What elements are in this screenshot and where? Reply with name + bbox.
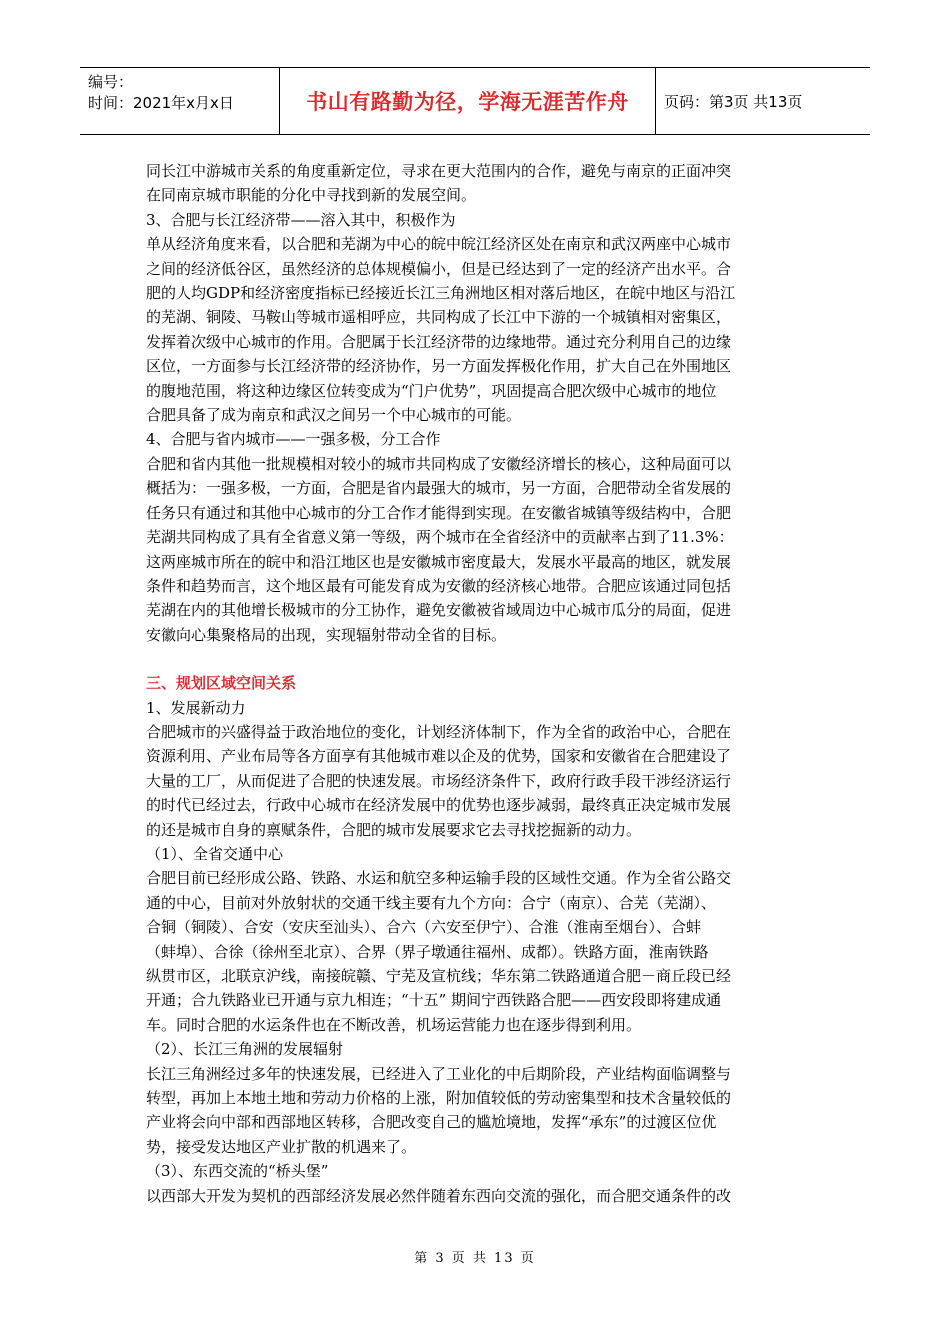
body-line: 以西部大开发为契机的西部经济发展必然伴随着东西向交流的强化，而合肥交通条件的改 [146,1186,732,1205]
header-motto: 书山有路勤为径，学海无涯苦作舟 [280,68,656,134]
body-line: 任务只有通过和其他中心城市的分工合作才能得到实现。在安徽省城镇等级结构中，合肥 [146,503,732,522]
body-line: 合肥城市的兴盛得益于政治地位的变化，计划经济体制下，作为全省的政治中心，合肥在 [146,722,732,741]
body-line: （蚌埠）、合徐（徐州至北京）、合界（界子墩通往福州、成都）。铁路方面，淮南铁路 [146,942,709,961]
body-line: 单从经济角度来看，以合肥和芜湖为中心的皖中皖江经济区处在南京和武汉两座中心城市 [146,235,732,254]
body-line: 通的中心，目前对外放射状的交通干线主要有九个方向：合宁（南京）、合芜（芜湖）、 [146,893,717,912]
body-line: 合肥目前已经形成公路、铁路、水运和航空多种运输手段的区域性交通。作为全省公路交 [146,869,732,888]
body-line: 合铜（铜陵）、合安（安庆至汕头）、合六（六安至伊宁）、合淮（淮南至烟台）、合蚌 [146,918,702,937]
subheading: （3）、东西交流的“桥头堡” [146,1162,329,1181]
subheading: （1）、全省交通中心 [146,844,284,863]
body-line: 之间的经济低谷区，虽然经济的总体规模偏小，但是已经达到了一定的经济产出水平。合 [146,259,732,278]
body-line: 的腹地范围，将这种边缘区位转变成为“门户优势”，巩固提高合肥次级中心城市的地位 [146,381,717,400]
document-number: 编号： [88,73,134,91]
body-line: 在同南京城市职能的分化中寻找到新的发展空间。 [146,186,477,205]
document-body [146,159,808,1208]
subheading: 4、合肥与省内城市——一强多极，分工合作 [146,430,441,449]
body-line: 安徽向心集聚格局的出现，实现辐射带动全省的目标。 [146,625,507,644]
body-line: 的还是城市自身的禀赋条件，合肥的城市发展要求它去寻找挖掘新的动力。 [146,820,642,839]
subheading: 3、合肥与长江经济带——溶入其中，积极作为 [146,210,456,229]
body-line: 长江三角洲经过多年的快速发展，已经进入了工业化的中后期阶段，产业结构面临调整与 [146,1064,732,1083]
page-footer: 第 3 页 共 13 页 [414,1251,536,1266]
page-header [80,67,870,135]
body-line: 合肥具备了成为南京和武汉之间另一个中心城市的可能。 [146,406,522,425]
body-line: 产业将会向中部和西部地区转移，合肥改变自己的尴尬境地，发挥“承东”的过渡区位优 [146,1113,717,1132]
body-line: 肥的人均GDP和经济密度指标已经接近长江三角洲地区相对落后地区，在皖中地区与沿江 [146,284,736,303]
subheading: 1、发展新动力 [146,698,246,717]
body-line: 大量的工厂，从而促进了合肥的快速发展。市场经济条件下，政府行政手段干涉经济运行 [146,771,732,790]
body-line: 芜湖共同构成了具有全省意义第一等级，两个城市在全省经济中的贡献率占到了11.3%： [146,528,734,547]
body-line: 这两座城市所在的皖中和沿江地区也是安徽城市密度最大，发展水平最高的地区，就发展 [146,552,732,571]
body-line: 概括为：一强多极，一方面，合肥是省内最强大的城市，另一方面，合肥带动全省发展的 [146,479,732,498]
body-line: 区位，一方面参与长江经济带的经济协作，另一方面发挥极化作用，扩大自己在外围地区 [146,357,732,376]
body-line: 发挥着次级中心城市的作用。合肥属于长江经济带的边缘地带。通过充分利用自己的边缘 [146,332,732,351]
document-time: 时间：2021年x月x日 [88,94,234,112]
subheading: （2）、长江三角洲的发展辐射 [146,1040,344,1059]
body-line: 势，接受发达地区产业扩散的机遇来了。 [146,1137,417,1156]
body-line: 车。同时合肥的水运条件也在不断改善，机场运营能力也在逐步得到利用。 [146,1015,642,1034]
header-page-info: 页码：第3页 共13页 [664,92,803,111]
header-meta [80,68,280,134]
body-line: 同长江中游城市关系的角度重新定位，寻求在更大范围内的合作，避免与南京的正面冲突 [146,162,732,180]
body-line: 芜湖在内的其他增长极城市的分工协作，避免安徽被省域周边中心城市瓜分的局面，促进 [146,601,732,620]
body-line: 条件和趋势而言，这个地区最有可能发育成为安徽的经济核心地带。合肥应该通过同包括 [146,576,732,595]
body-line: 的芜湖、铜陵、马鞍山等城市遥相呼应，共同构成了长江中下游的一个城镇相对密集区， [146,308,732,327]
body-line: 纵贯市区，北联京沪线，南接皖赣、宁芜及宣杭线；华东第二铁路通道合肥－商丘段已经 [146,967,732,985]
body-line: 合肥和省内其他一批规模相对较小的城市共同构成了安徽经济增长的核心，这种局面可以 [146,454,732,473]
body-line: 的时代已经过去，行政中心城市在经济发展中的优势也逐步减弱，最终真正决定城市发展 [146,796,732,815]
section-heading: 三、规划区域空间关系 [146,674,297,693]
body-line: 转型，再加上本地土地和劳动力价格的上涨，附加值较低的劳动密集型和技术含量较低的 [146,1089,732,1108]
body-line: 资源利用、产业布局等各方面享有其他城市难以企及的优势，国家和安徽省在合肥建设了 [146,747,732,766]
blank-line [146,647,808,671]
body-line: 开通；合九铁路业已开通与京九相连；“十五” 期间宁西铁路合肥——西安段即将建成通 [146,991,722,1010]
